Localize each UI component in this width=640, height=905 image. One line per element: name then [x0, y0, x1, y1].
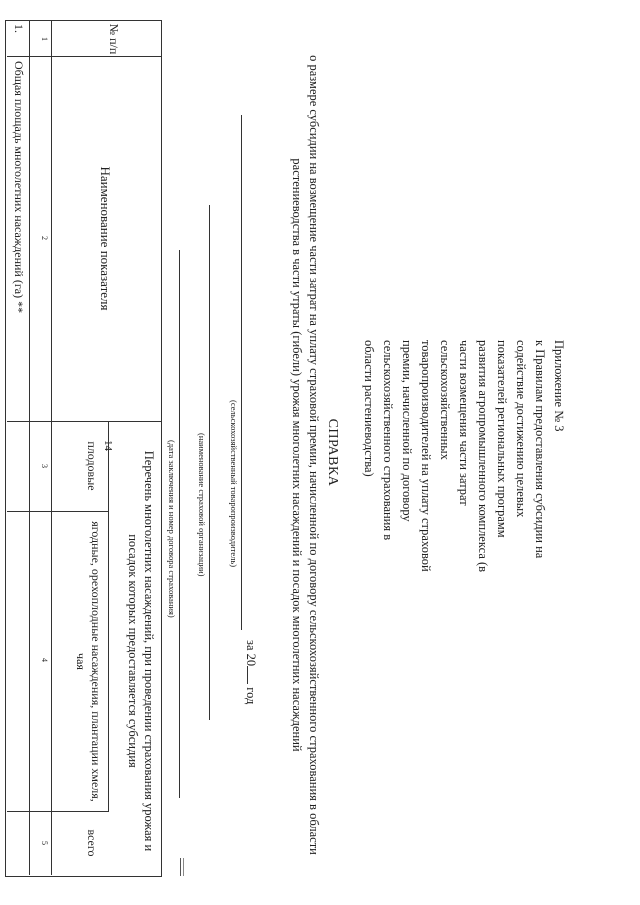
appendix-line: товаропроизводителей на уплату страховой: [419, 340, 433, 572]
appendix-line: области растениеводства): [362, 340, 376, 477]
document-title: СПРАВКА: [325, 418, 340, 487]
appendix-line: части возмещения части затрат: [457, 340, 471, 506]
subsidy-table: [5, 20, 162, 877]
producer-fill-line: [241, 115, 242, 630]
table-line: [108, 421, 109, 811]
year-blank: [247, 666, 259, 684]
table-line: [29, 21, 30, 875]
column-number: 5: [40, 841, 49, 845]
row-number: 1.: [12, 24, 26, 33]
column-number: 2: [40, 236, 49, 240]
row-indicator-name: Общая площадь многолетних насаждений (га) **: [12, 61, 26, 314]
period-prefix: за 20: [244, 640, 258, 667]
period-line: [243, 640, 259, 704]
header-total: всего: [85, 829, 99, 857]
appendix-line: развития агропромышленного комплекса (в: [476, 340, 490, 573]
header-berry: ягодные, орехоплодные насаждения, плантации хмеля, чая: [73, 521, 103, 802]
column-number: 3: [40, 464, 49, 468]
appendix-line: показателей региональных программ: [495, 340, 509, 538]
appendix-line: содействие достижению целевых: [514, 340, 528, 518]
contract-fill-line: [179, 250, 180, 798]
header-indicator-name: Наименование показателя: [98, 166, 113, 311]
column-number: 1: [40, 37, 49, 41]
table-line: [7, 811, 109, 812]
appendix-block: [359, 340, 568, 580]
producer-caption: (сельскохозяйственный товаропроизводитель): [229, 400, 239, 568]
header-fruit: плодовые: [85, 441, 99, 491]
insurer-caption: (наименование страховой организации): [197, 433, 207, 577]
appendix-line: к Правилам предоставления субсидии на: [533, 340, 547, 559]
appendix-line: премии, начисленной по договору: [400, 340, 414, 522]
table-line: [51, 21, 52, 875]
table-line: [7, 511, 109, 512]
period-suffix: год: [244, 687, 258, 705]
appendix-line: сельскохозяйственных: [438, 340, 452, 460]
document-subtitle: о размере субсидии на возмещение части затрат на уплату страховой премии, начисленной по договору сельскохозяйственного страхования в области растениеводства в части утраты (гибели) урожая многолетних насаждений и посадок многолетних насаждений: [289, 55, 321, 855]
insurer-fill-line: [209, 205, 210, 720]
header-plantation-list: Перечень многолетних насаждений, при проведении страхования урожая и посадок которых предоставляется субсидия: [126, 450, 156, 852]
appendix-line: Приложение № 3: [552, 340, 566, 432]
table-line: [7, 56, 161, 57]
header-number: № п/п: [107, 23, 121, 55]
page-number: 14: [102, 440, 114, 451]
contract-caption: (дата заключения и номер договора страхования): [167, 440, 177, 618]
appendix-line: сельскохозяйственного страхования в: [381, 340, 395, 541]
column-number: 4: [40, 658, 49, 662]
